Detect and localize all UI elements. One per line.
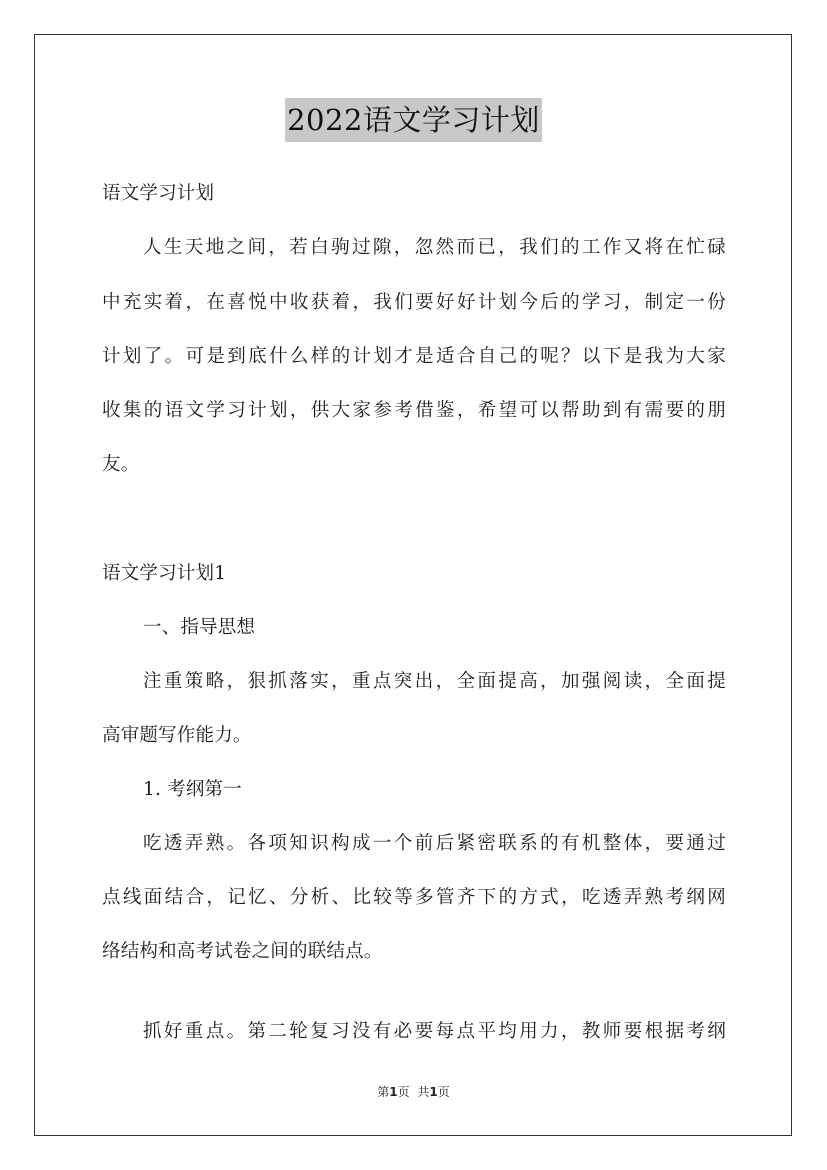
focus-line-1: 抓好重点。第二轮复习没有必要每点平均用力，教师要根据考纲 (143, 1021, 726, 1042)
footer-total-number: 1 (429, 1085, 438, 1099)
footer-total-prefix: 共 (417, 1085, 430, 1099)
heading-syllabus-first: 1. 考纲第一 (143, 779, 242, 800)
intro-line-2: 中充实着，在喜悦中收获着，我们要好好计划今后的学习，制定一份 (102, 292, 726, 313)
intro-line-4: 收集的语文学习计划，供大家参考借鉴，希望可以帮助到有需要的朋 (102, 400, 726, 421)
intro-line-3: 计划了。可是到底什么样的计划才是适合自己的呢？以下是我为大家 (102, 346, 726, 367)
syllabus-line-2: 点线面结合，记忆、分析、比较等多管齐下的方式，吃透弄熟考纲网 (102, 887, 726, 908)
document-title: 2022语文学习计划 (285, 98, 542, 142)
intro-line-1: 人生天地之间，若白驹过隙，忽然而已，我们的工作又将在忙碌 (143, 237, 726, 258)
document-subtitle: 语文学习计划 (102, 183, 215, 204)
heading-guiding-ideology: 一、指导思想 (143, 617, 256, 638)
guideline-line-2: 高审题写作能力。 (102, 725, 252, 746)
page-footer (0, 1083, 827, 1100)
syllabus-line-1: 吃透弄熟。各项知识构成一个前后紧密联系的有机整体，要通过 (143, 833, 726, 854)
footer-page-number: 1 (389, 1085, 398, 1099)
footer-page-suffix: 页 (397, 1085, 410, 1099)
syllabus-line-3: 络结构和高考试卷之间的联结点。 (102, 941, 383, 962)
guideline-line-1: 注重策略，狠抓落实，重点突出，全面提高，加强阅读，全面提 (143, 671, 726, 692)
section-title: 语文学习计划1 (102, 563, 227, 584)
intro-line-5: 友。 (102, 454, 140, 475)
footer-page-prefix: 第 (377, 1085, 390, 1099)
footer-total-suffix: 页 (437, 1085, 450, 1099)
